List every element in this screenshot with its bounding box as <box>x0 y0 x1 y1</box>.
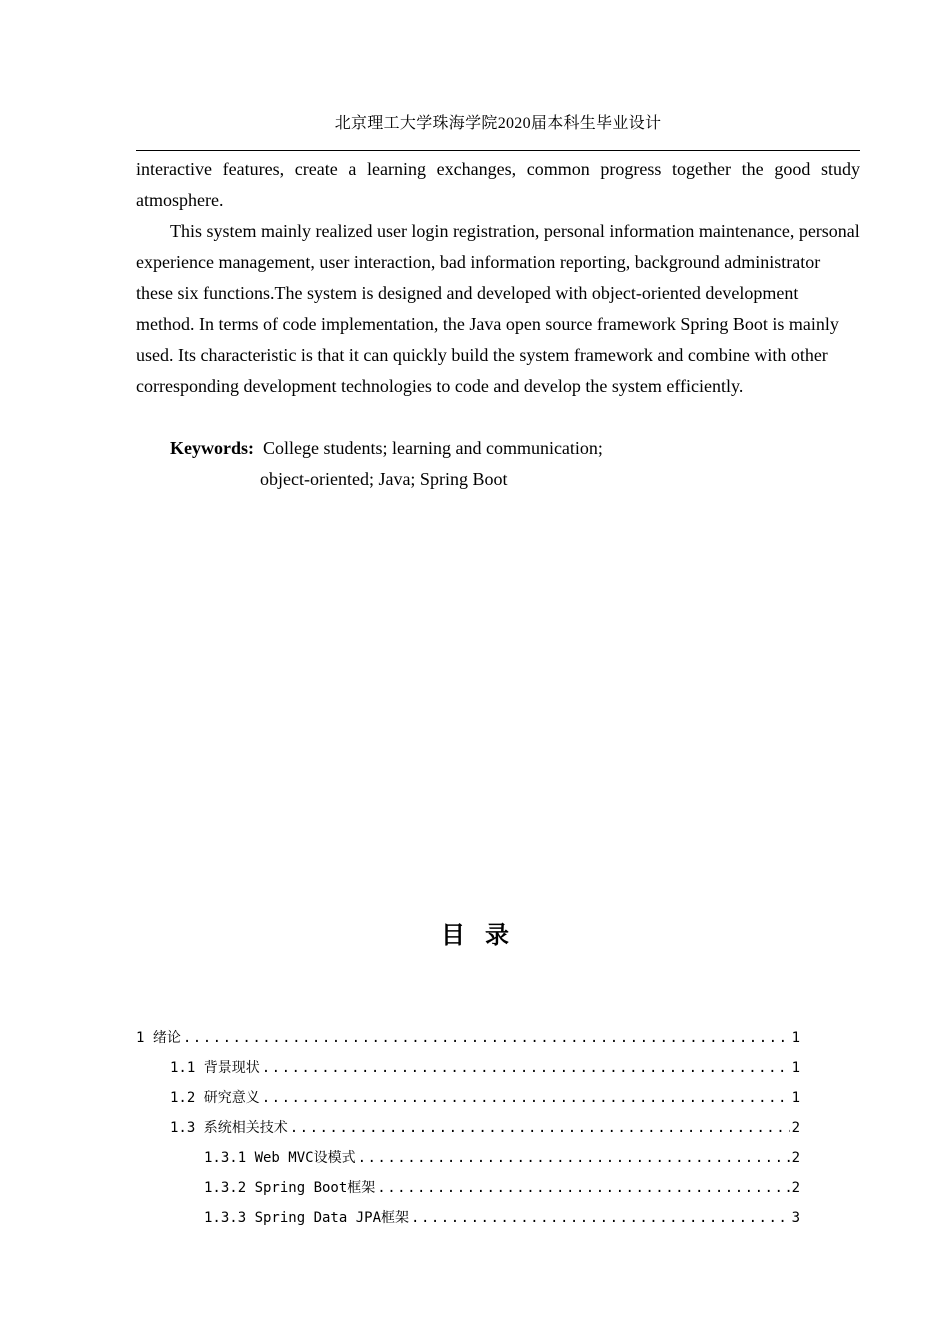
abstract-paragraph-1: interactive features, create a learning exchanges, common progress together the good study atmosphere. <box>136 159 860 210</box>
toc-entry[interactable] <box>136 1143 800 1173</box>
toc-entry[interactable] <box>136 1053 800 1083</box>
toc-title: 目录 <box>441 923 529 949</box>
toc-entry-page: 3 <box>791 1210 800 1226</box>
toc-leader-dots <box>290 1113 790 1143</box>
table-of-contents <box>136 1023 800 1233</box>
toc-leader-dots <box>377 1173 789 1203</box>
abstract-section <box>136 154 860 402</box>
keywords-line-2: object-oriented; Java; Spring Boot <box>260 469 508 489</box>
toc-entry[interactable] <box>136 1083 800 1113</box>
toc-leader-dots <box>262 1083 790 1113</box>
toc-entry-label: 1.3 系统相关技术 <box>170 1120 288 1136</box>
toc-entry[interactable] <box>136 1203 800 1233</box>
toc-entry-page: 1 <box>791 1030 800 1046</box>
toc-entry-label: 1.3.3 Spring Data JPA框架 <box>204 1210 410 1226</box>
toc-entry-page: 1 <box>791 1060 800 1076</box>
toc-entry[interactable] <box>136 1023 800 1053</box>
toc-leader-dots <box>411 1203 790 1233</box>
toc-entry-page: 2 <box>791 1120 800 1136</box>
toc-entry-page: 2 <box>791 1150 800 1166</box>
toc-leader-dots <box>262 1053 790 1083</box>
toc-entry[interactable] <box>136 1173 800 1203</box>
toc-entry-page: 1 <box>791 1090 800 1106</box>
keywords-label: Keywords: <box>170 438 254 458</box>
keywords-line-1 <box>170 433 603 464</box>
page-header: 北京理工大学珠海学院2020届本科生毕业设计 <box>334 115 662 132</box>
toc-leader-dots <box>358 1143 790 1173</box>
toc-leader-dots <box>183 1023 790 1053</box>
toc-entry-page: 2 <box>791 1180 800 1196</box>
toc-entry-label: 1.2 研究意义 <box>170 1090 260 1106</box>
toc-entry-label: 1 绪论 <box>136 1030 181 1046</box>
toc-entry[interactable] <box>136 1113 800 1143</box>
toc-entry-label: 1.3.1 Web MVC设模式 <box>204 1150 356 1166</box>
toc-entry-label: 1.1 背景现状 <box>170 1060 260 1076</box>
header-rule <box>136 150 860 151</box>
abstract-paragraph-2: This system mainly realized user login registration, personal information maintenance, personal experience management, user interaction, bad information reporting, background administrator these six functions.The system is designed and developed with object-oriented development method. In terms of code implementation, the Java open source framework Spring Boot is mainly used. Its characteristic is that it can quickly build the system framework and combine with other corresponding development technologies to code and develop the system efficiently. <box>136 221 860 396</box>
keywords-text-1: College students; learning and communication; <box>263 438 603 458</box>
toc-entry-label: 1.3.2 Spring Boot框架 <box>204 1180 376 1196</box>
